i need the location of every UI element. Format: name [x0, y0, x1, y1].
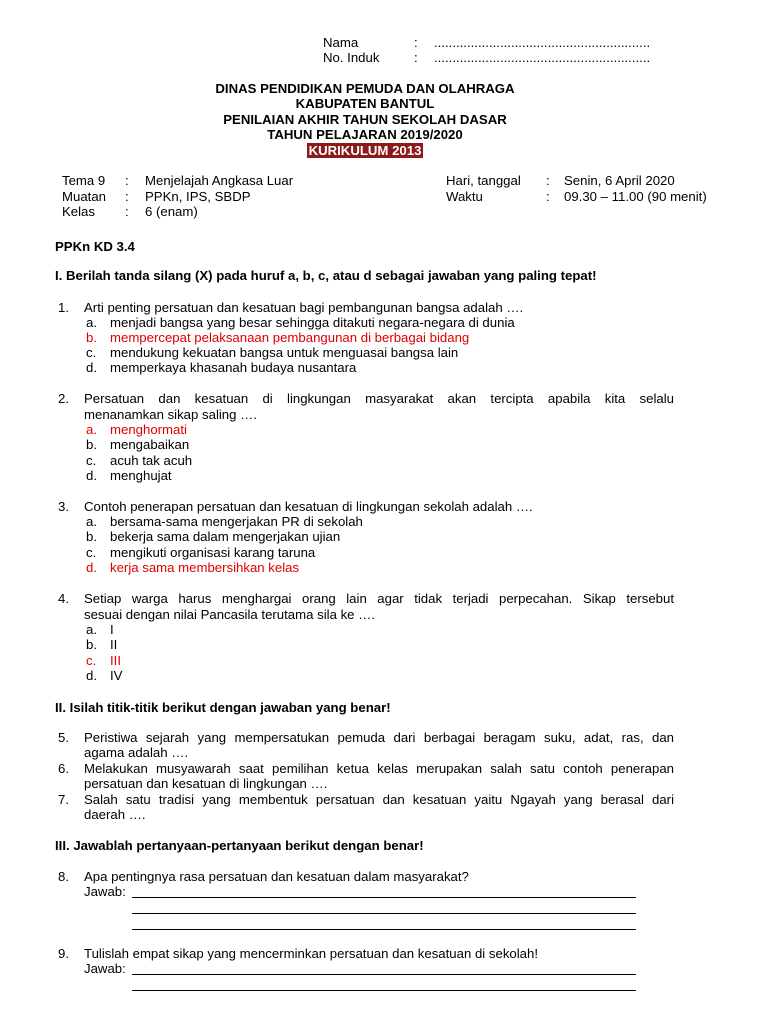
question-text-line-1: Salah satu tradisi yang membentuk persatuan dan kesatuan yaitu Ngayah yang berasal dari	[84, 792, 674, 807]
question-7-cont	[58, 807, 674, 822]
kelas-value: 6 (enam)	[145, 204, 198, 219]
option-text: bersama-sama mengerjakan PR di sekolah	[110, 514, 363, 529]
question-5-cont	[58, 745, 674, 760]
option-text: mengabaikan	[110, 437, 190, 452]
option-letter: c.	[86, 545, 97, 560]
option-letter: a.	[86, 514, 97, 529]
question-text: Contoh penerapan persatuan dan kesatuan di lingkungan sekolah adalah ….	[84, 499, 533, 514]
option-letter: b.	[86, 529, 97, 544]
kurikulum-row	[0, 143, 730, 158]
jawab-label-9: Jawab:	[84, 961, 126, 976]
section-2-title: II. Isilah titik-titik berikut dengan jawaban yang benar!	[55, 700, 391, 715]
jawab-label-8: Jawab:	[84, 884, 126, 899]
option-text: menjadi bangsa yang besar sehingga ditakuti negara-negara di dunia	[110, 315, 515, 330]
question-text-line-2: daerah ….	[84, 807, 146, 822]
question-text-line-1: Persatuan dan kesatuan di lingkungan masyarakat akan tercipta apabila kita selalu	[84, 391, 674, 406]
question-4	[58, 591, 674, 606]
kurikulum-badge: KURIKULUM 2013	[308, 143, 422, 158]
option-text: menghormati	[110, 422, 187, 437]
answer-line-8-1[interactable]	[132, 897, 636, 898]
question-6	[58, 761, 674, 776]
option-text: III	[110, 653, 121, 668]
question-number: 2.	[58, 391, 69, 406]
option-text: mempercepat pelaksanaan pembangunan di berbagai bidang	[110, 330, 470, 345]
header-line-1: DINAS PENDIDIKAN PEMUDA DAN OLAHRAGA	[215, 81, 515, 96]
option-letter: d.	[86, 468, 97, 483]
option-letter: d.	[86, 360, 97, 375]
question-text-line-1: Peristiwa sejarah yang mempersatukan pemuda dari berbagai beragam suku, adat, ras, dan	[84, 730, 674, 745]
option-text: kerja sama membersihkan kelas	[110, 560, 300, 575]
question-2	[58, 391, 674, 406]
question-4-cont	[58, 607, 674, 622]
question-2-cont	[58, 407, 674, 422]
waktu-colon: :	[546, 189, 550, 204]
nama-field[interactable]: ...........................................................	[434, 35, 651, 50]
waktu-label: Waktu	[446, 189, 483, 204]
kelas-label: Kelas	[62, 204, 95, 219]
option-letter: b.	[86, 437, 97, 452]
question-text: Tulislah empat sikap yang mencerminkan persatuan dan kesatuan di sekolah!	[84, 946, 539, 961]
question-8	[58, 869, 674, 884]
question-6-cont	[58, 776, 674, 791]
tema-label: Tema 9	[62, 173, 106, 188]
kelas-colon: :	[125, 204, 129, 219]
question-number: 6.	[58, 761, 69, 776]
question-number: 5.	[58, 730, 69, 745]
option-text: mendukung kekuatan bangsa untuk menguasai bangsa lain	[110, 345, 459, 360]
question-9	[58, 946, 674, 961]
option-text: IV	[110, 668, 123, 683]
option-text: mengikuti organisasi karang taruna	[110, 545, 316, 560]
question-number: 3.	[58, 499, 69, 514]
answer-line-8-2[interactable]	[132, 913, 636, 914]
hari-value: Senin, 6 April 2020	[564, 173, 675, 188]
header-line-2: KABUPATEN BANTUL	[295, 96, 435, 111]
header-line-4: TAHUN PELAJARAN 2019/2020	[267, 127, 463, 142]
kd-heading: PPKn KD 3.4	[55, 239, 135, 254]
question-text-line-1: Setiap warga harus menghargai orang lain agar tidak terjadi perpecahan. Sikap tersebut	[84, 591, 674, 606]
option-text: memperkaya khasanah budaya nusantara	[110, 360, 357, 375]
tema-colon: :	[125, 173, 129, 188]
muatan-label: Muatan	[62, 189, 106, 204]
question-number: 9.	[58, 946, 69, 961]
question-5	[58, 730, 674, 745]
option-letter: b.	[86, 330, 97, 345]
question-text-line-2: agama adalah ….	[84, 745, 189, 760]
option-text: I	[110, 622, 114, 637]
question-number: 1.	[58, 300, 69, 315]
nama-label: Nama	[323, 35, 359, 50]
hari-colon: :	[546, 173, 550, 188]
option-letter: c.	[86, 653, 97, 668]
option-letter: d.	[86, 560, 97, 575]
option-letter: c.	[86, 345, 97, 360]
option-text: bekerja sama dalam mengerjakan ujian	[110, 529, 341, 544]
hari-label: Hari, tanggal	[446, 173, 521, 188]
option-letter: d.	[86, 668, 97, 683]
option-letter: a.	[86, 622, 97, 637]
question-text-line-2: persatuan dan kesatuan di lingkungan ….	[84, 776, 328, 791]
induk-colon: :	[414, 50, 418, 65]
question-text-line-2: menanamkan sikap saling ….	[84, 407, 257, 422]
option-letter: a.	[86, 422, 97, 437]
question-text: Apa pentingnya rasa persatuan dan kesatuan dalam masyarakat?	[84, 869, 469, 884]
nama-colon: :	[414, 35, 418, 50]
header-line-3: PENILAIAN AKHIR TAHUN SEKOLAH DASAR	[223, 112, 507, 127]
answer-line-9-1[interactable]	[132, 974, 636, 975]
section-3-title: III. Jawablah pertanyaan-pertanyaan berikut dengan benar!	[55, 838, 424, 853]
muatan-colon: :	[125, 189, 129, 204]
waktu-value: 09.30 – 11.00 (90 menit)	[564, 189, 707, 204]
answer-line-9-2[interactable]	[132, 990, 636, 991]
induk-label: No. Induk	[323, 50, 380, 65]
induk-field[interactable]: ...........................................................	[434, 50, 651, 65]
option-text: II	[110, 637, 118, 652]
question-number: 8.	[58, 869, 69, 884]
question-7	[58, 792, 674, 807]
option-letter: b.	[86, 637, 97, 652]
question-text: Arti penting persatuan dan kesatuan bagi pembangunan bangsa adalah ….	[84, 300, 524, 315]
tema-value: Menjelajah Angkasa Luar	[145, 173, 294, 188]
muatan-value: PPKn, IPS, SBDP	[145, 189, 251, 204]
option-letter: c.	[86, 453, 97, 468]
question-3	[58, 499, 674, 514]
question-text-line-2: sesuai dengan nilai Pancasila terutama sila ke ….	[84, 607, 376, 622]
question-number: 7.	[58, 792, 69, 807]
option-text: menghujat	[110, 468, 172, 483]
question-text-line-1: Melakukan musyawarah saat pemilihan ketua kelas merupakan salah satu contoh penerapan	[84, 761, 674, 776]
question-number: 4.	[58, 591, 69, 606]
section-1-title: I. Berilah tanda silang (X) pada huruf a, b, c, atau d sebagai jawaban yang paling tepat!	[55, 268, 597, 283]
question-1	[58, 300, 674, 315]
option-letter: a.	[86, 315, 97, 330]
answer-line-8-3[interactable]	[132, 929, 636, 930]
option-text: acuh tak acuh	[110, 453, 193, 468]
